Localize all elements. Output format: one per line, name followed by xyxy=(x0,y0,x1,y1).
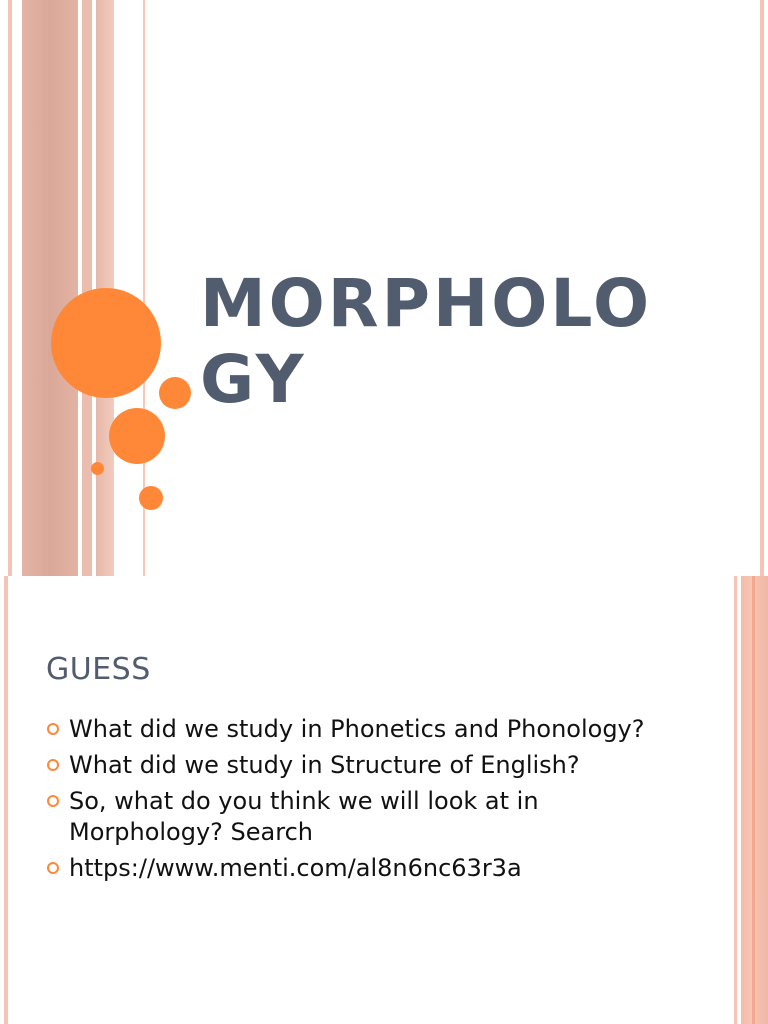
ring-bullet-icon xyxy=(47,862,59,874)
decor-stripe xyxy=(734,576,737,1024)
decor-stripe xyxy=(4,576,8,1024)
decor-circle-small xyxy=(139,486,163,510)
slide-heading: GUESS xyxy=(46,652,151,687)
ring-bullet-icon xyxy=(47,759,59,771)
slide-title: MORPHOLOGY xyxy=(200,265,653,418)
bullet-text: So, what do you think we will look at in Morphology? Search xyxy=(69,787,539,846)
list-item xyxy=(46,786,686,848)
list-item xyxy=(46,714,686,745)
decor-stripe xyxy=(22,0,78,576)
bullet-text: What did we study in Phonetics and Phonology? xyxy=(69,715,645,743)
decor-circle-medium xyxy=(109,408,165,464)
decor-circle-small xyxy=(159,377,191,409)
decor-circle-large xyxy=(51,288,161,398)
decor-circle-tiny xyxy=(91,462,104,475)
list-item[interactable] xyxy=(46,853,686,884)
ring-bullet-icon xyxy=(47,723,59,735)
menti-link[interactable]: https://www.menti.com/al8n6nc63r3a xyxy=(69,854,522,882)
decor-stripe xyxy=(752,576,755,1024)
decor-stripe xyxy=(8,0,12,576)
bullet-list xyxy=(46,714,686,889)
list-item xyxy=(46,750,686,781)
decor-stripe xyxy=(760,0,764,576)
bullet-text: What did we study in Structure of English? xyxy=(69,751,580,779)
ring-bullet-icon xyxy=(47,795,59,807)
decor-stripe xyxy=(82,0,92,576)
